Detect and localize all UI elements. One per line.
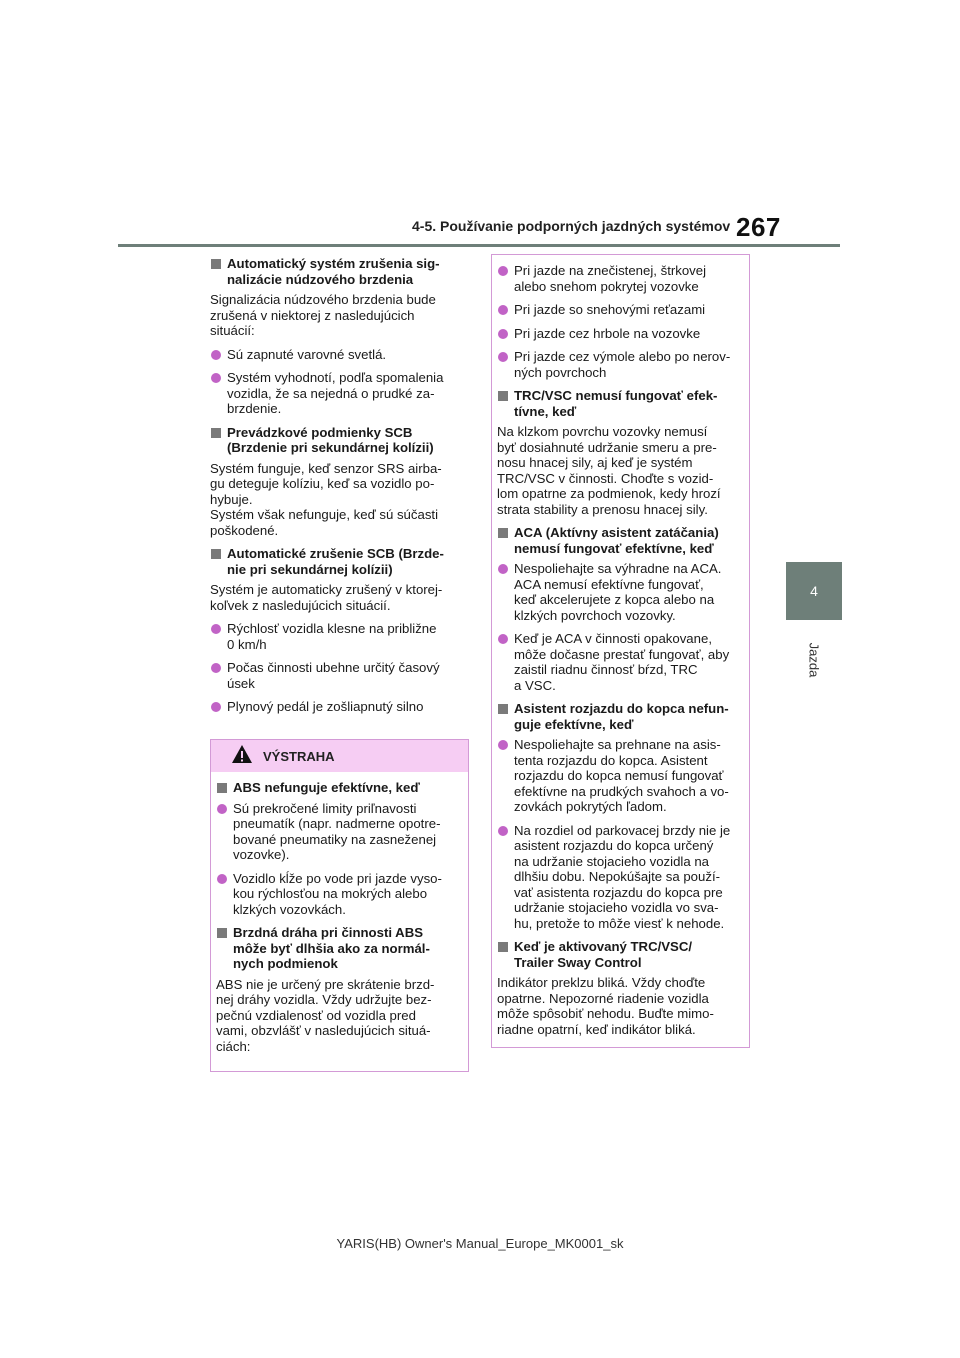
section-heading: ABS nefunguje efektívne, keď (216, 780, 464, 796)
bullet-item: Pri jazde cez hrbole na vozovke (497, 326, 746, 342)
bullet-item: Pri jazde na znečistenej, štrkovej alebo snehom pokrytej vozovke (497, 263, 746, 294)
bullet-item: Pri jazde cez výmole alebo po nerov- ných povrchoch (497, 349, 746, 380)
paragraph: Na klzkom povrchu vozovky nemusí byť dosiahnuté udržanie smeru a pre- nosu hnacej sily, aj keď je systém TRC/VSC v činnosti. Choďte s vozid- lom opatrne za podmienok, kedy hrozí strata stability a prenosu hnacej sily. (497, 424, 721, 517)
bullet-item: Nespoliehajte sa výhradne na ACA. ACA nemusí efektívne fungovať, keď akcelerujete z kopca alebo na klzkých povrchoch vozovky. (497, 561, 746, 623)
left-column (210, 256, 468, 723)
paragraph: ABS nie je určený pre skrátenie brzd- nej dráhy vozidla. Vždy udržujte bez- pečnú vzdialenosť od vozidla pred vami, obzvlášť v nasledujúcich situá- ciách: (216, 976, 435, 1054)
section-heading: Prevádzkové podmienky SCB (Brzdenie pri sekundárnej kolízii) (210, 425, 468, 456)
section-heading: Keď je aktivovaný TRC/VSC/ Trailer Sway Control (497, 939, 746, 970)
bullet-item: Rýchlosť vozidla klesne na približne 0 km/h (210, 621, 468, 652)
bullet-item: Vozidlo kĺže po vode pri jazde vyso- kou rýchlosťou na mokrých alebo klzkých vozovkách. (216, 871, 464, 918)
warning-continuation-box (491, 254, 750, 1048)
warning-header (211, 740, 468, 772)
bullet-item: Nespoliehajte sa prehnane na asis- tenta rozjazdu do kopca. Asistent rozjazdu do kopca nemusí fungovať efektívne na prudkých svahoch a vo- zovkách pokrytých ľadom. (497, 737, 746, 815)
warning-title: VÝSTRAHA (263, 749, 335, 764)
section-title: 4-5. Používanie podporných jazdných systémov (412, 218, 731, 234)
warning-body (211, 772, 468, 1054)
warning-box (210, 739, 469, 1072)
section-heading: Asistent rozjazdu do kopca nefun- guje efektívne, keď (497, 701, 746, 732)
chapter-label-text: Jazda (806, 642, 822, 678)
bullet-item: Pri jazde so snehovými reťazami (497, 302, 746, 318)
section-heading: Brzdná dráha pri činnosti ABS môže byť dlhšia ako za normál- nych podmienok (216, 925, 464, 972)
bullet-item: Keď je ACA v činnosti opakovane, môže dočasne prestať fungovať, aby zaistil riadnu činnosť bŕzd, TRC a VSC. (497, 631, 746, 693)
chapter-tab: 4 (786, 562, 842, 620)
section-heading: TRC/VSC nemusí fungovať efek- tívne, keď (497, 388, 746, 419)
bullet-item: Počas činnosti ubehne určitý časový úsek (210, 660, 468, 691)
section-heading: Automatické zrušenie SCB (Brzde- nie pri sekundárnej kolízii) (210, 546, 468, 577)
header-divider (118, 244, 840, 247)
bullet-item: Sú prekročené limity priľnavosti pneumatík (napr. nadmerne opotre- bované pneumatiky na zasneženej vozovke). (216, 801, 464, 863)
paragraph: Systém funguje, keď senzor SRS airba- gu deteguje kolíziu, keď sa vozidlo po- hybuje. Systém však nefunguje, keď sú súčasti poškodené. (210, 460, 442, 538)
bullet-item: Sú zapnuté varovné svetlá. (210, 347, 468, 363)
warning-icon (231, 744, 253, 764)
paragraph: Signalizácia núdzového brzdenia bude zrušená v niektorej z nasledujúcich situácií: (210, 292, 436, 338)
paragraph: Indikátor preklzu bliká. Vždy choďte opatrne. Nepozorné riadenie vozidla môže spôsobiť nehodu. Buďte mimo- riadne opatrní, keď indikátor bliká. (497, 975, 714, 1037)
page-number: 267 (736, 212, 781, 242)
page-footer: YARIS(HB) Owner's Manual_Europe_MK0001_sk (336, 1236, 624, 1251)
section-heading: Automatický systém zrušenia sig- nalizácie núdzového brzdenia (210, 256, 468, 287)
paragraph: Systém je automaticky zrušený v ktorej- koľvek z nasledujúcich situácií. (210, 582, 443, 613)
bullet-item: Na rozdiel od parkovacej brzdy nie je asistent rozjazdu do kopca určený na udržanie stojacieho vozidla na dlhšiu dobu. Nepokúšajte sa použí- vať asistenta rozjazdu do kopca pre udržanie stojacieho vozidla vo sva- hu, pretože to môže viesť k nehode. (497, 823, 746, 932)
bullet-item: Plynový pedál je zošliapnutý silno (210, 699, 468, 715)
bullet-item: Systém vyhodnotí, podľa spomalenia vozidla, že sa nejedná o prudké za- brzdenie. (210, 370, 468, 417)
chapter-label (788, 630, 840, 690)
section-heading: ACA (Aktívny asistent zatáčania) nemusí fungovať efektívne, keď (497, 525, 746, 556)
